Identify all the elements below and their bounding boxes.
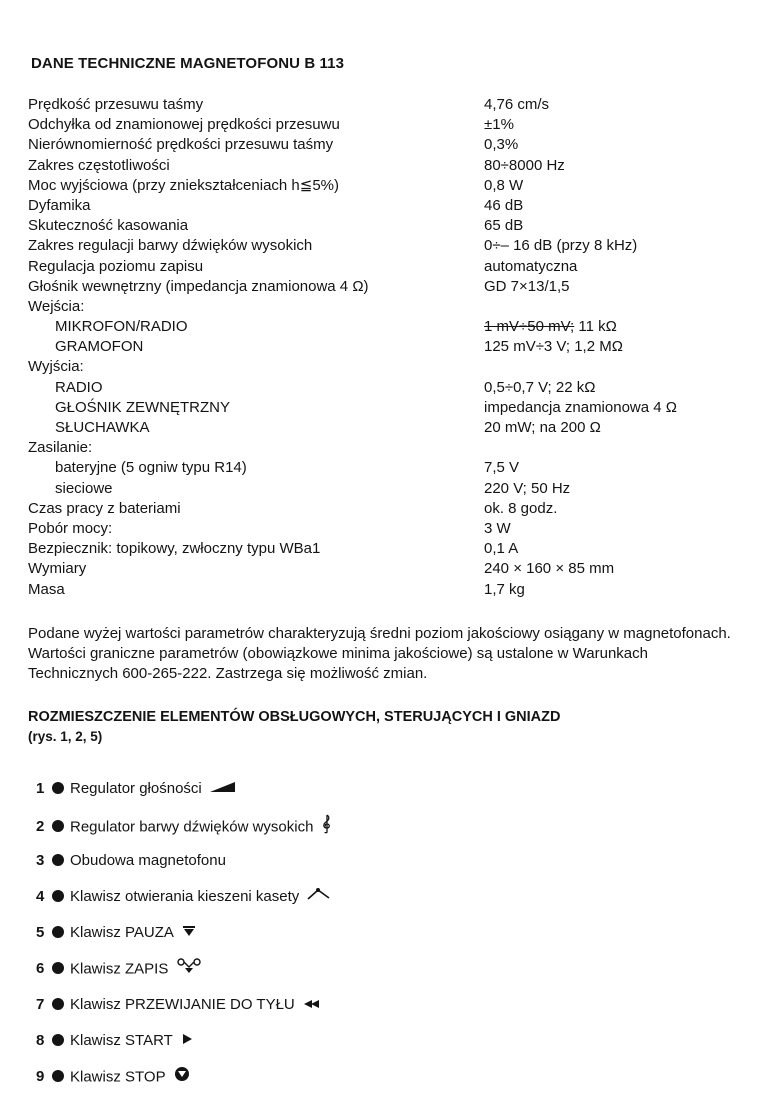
bullet-icon [52, 1034, 64, 1046]
spec-row [28, 95, 748, 115]
bullet-icon [52, 962, 64, 974]
spec-label: Głośnik wewnętrzny (impedancja znamionowa 4 Ω) [28, 277, 369, 295]
item-number: 6 [36, 960, 45, 978]
bullet-icon [52, 782, 64, 794]
treble-clef-icon [321, 814, 333, 841]
spec-label: GRAMOFON [55, 338, 144, 356]
control-item [36, 850, 636, 886]
section-heading [28, 707, 560, 747]
bullet-icon [52, 1070, 64, 1082]
struck-value: 1 mV÷50 mV; [484, 318, 575, 336]
rewind-icon [303, 994, 321, 1016]
spec-value: automatyczna [484, 257, 578, 275]
item-label: Obudowa magnetofonu [70, 852, 226, 869]
spec-row [28, 156, 748, 176]
spec-label: Wejścia: [28, 297, 85, 315]
bullet-icon [52, 854, 64, 866]
spec-value: 0,3% [484, 136, 519, 154]
spec-value: GD 7×13/1,5 [484, 277, 570, 295]
spec-label: Zakres częstotliwości [28, 156, 170, 174]
spec-label: Regulacja poziomu zapisu [28, 257, 204, 275]
bullet-icon [52, 998, 64, 1010]
spec-label: RADIO [55, 378, 103, 396]
item-number: 9 [36, 1068, 45, 1086]
pause-triangle-icon [182, 922, 196, 944]
section-title: ROZMIESZCZENIE ELEMENTÓW OBSŁUGOWYCH, STERUJĄCYCH I GNIAZD [28, 709, 561, 725]
spec-label: Zakres regulacji barwy dźwięków wysokich [28, 237, 313, 255]
spec-label: Prędkość przesuwu taśmy [28, 96, 204, 113]
item-label: Klawisz START [70, 1032, 173, 1049]
spec-row [28, 236, 748, 256]
spec-value: 220 V; 50 Hz [484, 479, 571, 497]
item-number: 2 [36, 818, 45, 836]
spec-label: Moc wyjściowa (przy zniekształceniach h≦5%) [28, 176, 340, 194]
item-label: Klawisz PRZEWIJANIE DO TYŁU [70, 996, 295, 1013]
spec-row [28, 337, 748, 357]
control-item [36, 994, 636, 1030]
record-icon [176, 958, 202, 981]
section-subtitle: (rys. 1, 2, 5) [28, 729, 103, 744]
spec-row [28, 378, 748, 398]
disclaimer-paragraph: Podane wyżej wartości parametrów charakteryzują średni poziom jakościowy osiągany w magnetofonach. Wartości graniczne parametrów (obowiązkowe minima jakościowe) są ustalone w Warunkach Technicznych 600-265-222. Zastrzega się możliwość zmian. [28, 625, 731, 682]
spec-row [28, 418, 748, 438]
spec-row [28, 519, 748, 539]
control-item [36, 1030, 636, 1066]
spec-label: Czas pracy z bateriami [28, 499, 181, 517]
spec-value: ±1% [484, 116, 514, 134]
play-icon [181, 1030, 193, 1052]
spec-value: 0,8 W [484, 176, 524, 194]
item-label: Klawisz PAUZA [70, 924, 174, 941]
item-label: Klawisz STOP [70, 1068, 166, 1086]
control-item [36, 922, 636, 958]
spec-value: 0,5÷0,7 V; 22 kΩ [484, 378, 596, 396]
page-title: DANE TECHNICZNE MAGNETOFONU B 113 [31, 55, 345, 72]
spec-label: GŁOŚNIK ZEWNĘTRZNY [55, 398, 231, 416]
spec-value: 80÷8000 Hz [484, 156, 565, 174]
bullet-icon [52, 926, 64, 938]
spec-row [28, 438, 748, 458]
value-rest: 11 kΩ [574, 318, 617, 336]
spec-row [28, 257, 748, 277]
spec-row [28, 277, 748, 297]
bullet-icon [52, 820, 64, 832]
spec-row [28, 317, 748, 337]
spec-value: 125 mV÷3 V; 1,2 MΩ [484, 338, 623, 356]
spec-value: 46 dB [484, 196, 524, 214]
spec-label: Zasilanie: [28, 439, 93, 457]
spec-label: SŁUCHAWKA [55, 419, 150, 436]
control-item [36, 886, 636, 922]
spec-row [28, 216, 748, 236]
controls-list [36, 778, 636, 1102]
spec-value: 1,7 kg [484, 580, 525, 598]
spec-row [28, 398, 748, 418]
bullet-icon [52, 890, 64, 902]
spec-value [484, 317, 617, 337]
spec-value: 0,1 A [484, 540, 519, 558]
spec-row [28, 115, 748, 135]
spec-row [28, 357, 748, 377]
eject-lid-icon [307, 886, 333, 908]
spec-label: Odchyłka od znamionowej prędkości przesuwu [28, 116, 340, 134]
item-number: 8 [36, 1032, 45, 1049]
item-number: 4 [36, 888, 45, 905]
spec-value: impedancja znamionowa 4 Ω [484, 398, 677, 416]
item-number: 7 [36, 996, 45, 1013]
item-label: Regulator barwy dźwięków wysokich [70, 818, 314, 836]
item-number: 1 [36, 780, 45, 797]
spec-label: MIKROFON/RADIO [55, 318, 188, 336]
spec-label: bateryjne (5 ogniw typu R14) [55, 459, 247, 477]
spec-label: Wyjścia: [28, 358, 84, 376]
spec-label: Wymiary [28, 560, 87, 578]
spec-label: Dyfamika [28, 196, 91, 214]
spec-row [28, 539, 748, 559]
volume-wedge-icon [210, 778, 236, 800]
item-number: 3 [36, 852, 45, 869]
spec-row [28, 176, 748, 196]
spec-table [28, 95, 748, 600]
spec-row [28, 559, 748, 579]
spec-value: 65 dB [484, 217, 524, 235]
item-label: Regulator głośności [70, 780, 202, 797]
spec-row [28, 458, 748, 478]
spec-label: Bezpiecznik: topikowy, zwłoczny typu WBa1 [28, 540, 321, 558]
spec-label: Skuteczność kasowania [28, 217, 189, 235]
item-label: Klawisz otwierania kieszeni kasety [70, 888, 300, 905]
spec-label: Pobór mocy: [28, 519, 113, 537]
control-item [36, 1066, 636, 1102]
spec-label: sieciowe [55, 479, 113, 497]
control-item [36, 958, 636, 994]
spec-row [28, 580, 748, 600]
spec-value: 7,5 V [484, 459, 520, 477]
item-label: Klawisz ZAPIS [70, 960, 169, 978]
control-item [36, 778, 636, 814]
spec-value: 240 × 160 × 85 mm [484, 560, 615, 578]
spec-value: ok. 8 godz. [484, 499, 558, 517]
spec-row [28, 479, 748, 499]
spec-value: 20 mW; na 200 Ω [484, 419, 601, 436]
spec-value: 0÷– 16 dB (przy 8 kHz) [484, 237, 638, 255]
spec-row [28, 499, 748, 519]
control-item [36, 814, 636, 850]
spec-label: Masa [28, 580, 65, 598]
spec-value: 3 W [484, 519, 511, 537]
spec-row [28, 196, 748, 216]
item-number: 5 [36, 924, 45, 941]
stop-icon [174, 1066, 190, 1089]
spec-value: 4,76 cm/s [484, 96, 550, 113]
spec-label: Nierównomierność prędkości przesuwu taśmy [28, 136, 334, 154]
spec-row [28, 297, 748, 317]
spec-row [28, 135, 748, 155]
